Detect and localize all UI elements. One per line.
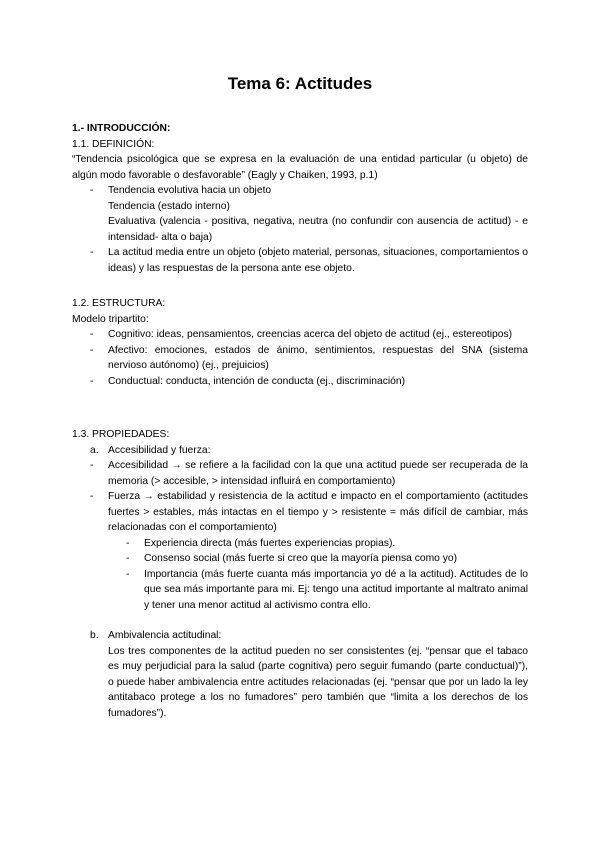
list-marker: a. xyxy=(90,444,99,456)
section-heading: 1.- INTRODUCCIÓN: xyxy=(72,123,171,134)
page-title: Tema 6: Actitudes xyxy=(227,74,373,93)
list-item xyxy=(72,536,528,552)
list-item xyxy=(72,628,528,721)
subsection-heading: 1.2. ESTRUCTURA: xyxy=(72,298,166,309)
list-item-text: Los tres componentes de la actitud pueden no ser consistentes (ej. “pensar que el tabaco es muy perjudicial para la salud (parte cognitiva) pero seguir fumando (parte conductual)”), o puede haber ambivalencia entre actitudes relacionadas (ej. “pensar que por un lado la ley antitabaco protege a los no fumadores” pero también que “limita a los derechos de los fumadores”). xyxy=(108,645,528,719)
list-item xyxy=(72,343,528,374)
bullet-marker: - xyxy=(90,460,94,471)
section-introduccion xyxy=(72,121,528,276)
bullet-marker: - xyxy=(90,185,94,196)
list-item xyxy=(72,374,528,390)
list-item xyxy=(72,443,528,459)
list-marker: b. xyxy=(90,630,99,641)
list-item xyxy=(72,489,528,536)
bullet-marker: - xyxy=(90,344,94,356)
list-item-text: Ambivalencia actitudinal: xyxy=(108,630,222,641)
subsection-heading: 1.3. PROPIEDADES: xyxy=(72,429,170,440)
subsection-heading: 1.1. DEFINICIÓN: xyxy=(72,138,155,150)
list-item-text: Evaluativa (valencia - positiva, negativa, neutra (no confundir con ausencia de actitud) - e intensidad- alta o baja) xyxy=(108,216,528,243)
list-item-text: Accesibilidad y fuerza: xyxy=(108,444,211,456)
bullet-marker: - xyxy=(126,568,130,580)
bullet-marker: - xyxy=(126,553,130,564)
section-propiedades xyxy=(72,427,528,721)
list-item xyxy=(72,183,528,245)
list-item-text: Importancia (más fuerte cuanta más importancia yo dé a la actitud). Actitudes de lo que sea más importante para mi. Ej: tengo una actitud importante al maltrato animal y tener una menor actitud al activismo contra ello. xyxy=(144,568,528,611)
bullet-marker: - xyxy=(126,537,130,549)
list-item-text: La actitud media entre un objeto (objeto material, personas, situaciones, comportamientos o ideas) y las respuestas de la persona ante ese objeto. xyxy=(108,247,528,274)
list-item-text: Conductual: conducta, intención de conducta (ej., discriminación) xyxy=(108,375,406,387)
list-item xyxy=(72,327,528,343)
list-item xyxy=(72,245,528,276)
section-intro: Modelo tripartito: xyxy=(72,313,149,325)
bullet-marker: - xyxy=(90,491,94,502)
list-item-text: Afectivo: emociones, estados de ánimo, sentimientos, respuestas del SNA (sistema nervioso autónomo) (ej., prejuicios) xyxy=(108,344,528,371)
bullet-marker: - xyxy=(90,375,94,387)
list-item-text: Fuerza → estabilidad y resistencia de la actitud e impacto en el comportamiento (actitudes fuertes > estables, más intactas en el tiempo y > resistente = más difícil de cambiar, más relacionadas con el comportamiento) xyxy=(108,491,528,533)
list-item xyxy=(72,458,528,489)
list-item-text: Experiencia directa (más fuertes experiencias propias). xyxy=(144,537,396,549)
bullet-marker: - xyxy=(90,329,94,340)
list-item-text: Tendencia (estado interno) xyxy=(108,200,230,212)
list-item-text: Accesibilidad → se refiere a la facilidad con la que una actitud puede ser recuperada de la memoria (> accesible, > intensidad influirá en comportamiento) xyxy=(108,460,528,487)
list-item-text: Tendencia evolutiva hacia un objeto xyxy=(108,185,272,196)
list-item-text: Consenso social (más fuerte si creo que la mayoría piensa como yo) xyxy=(144,553,458,564)
section-estructura xyxy=(72,296,528,389)
bullet-marker: - xyxy=(90,247,94,258)
list-item-text: Cognitivo: ideas, pensamientos, creencias acerca del objeto de actitud (ej., estereotipos) xyxy=(108,329,513,340)
list-item xyxy=(72,551,528,567)
definition-quote: “Tendencia psicológica que se expresa en la evaluación de una entidad particular (u objeto) de algún modo favorable o desfavorable” (Eagly y Chaiken, 1993, p.1) xyxy=(72,154,528,181)
list-item xyxy=(72,567,528,614)
